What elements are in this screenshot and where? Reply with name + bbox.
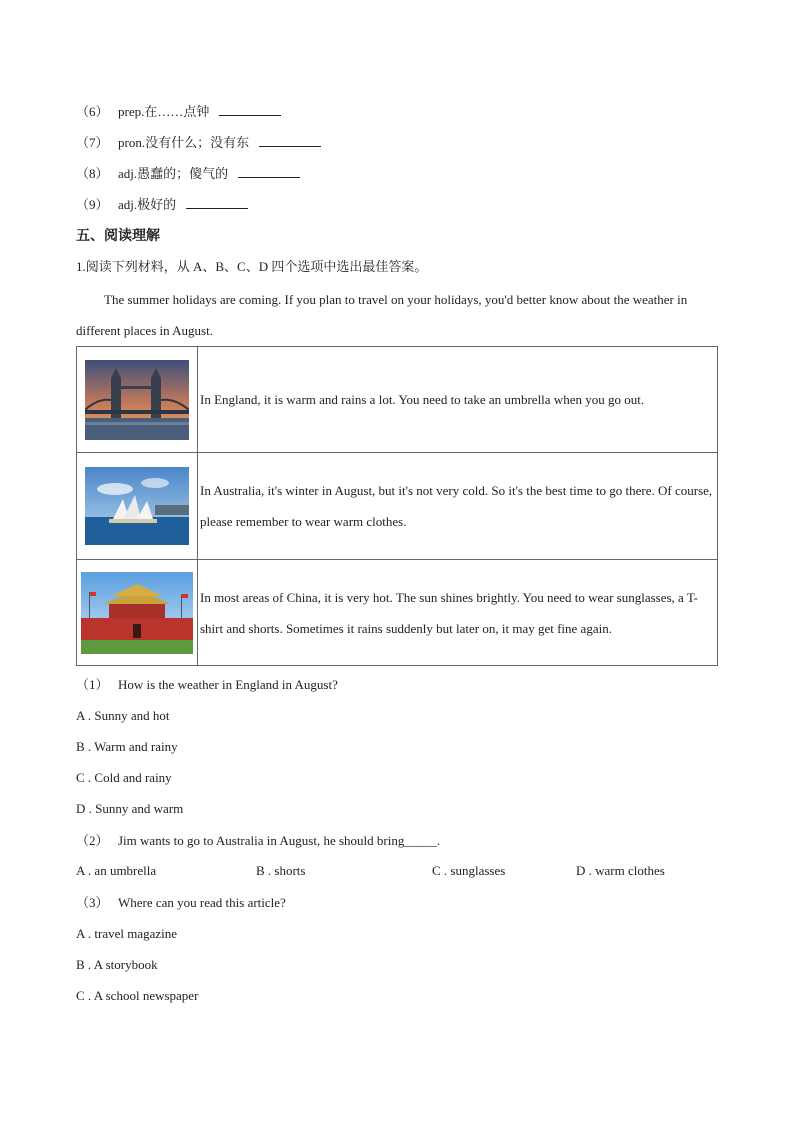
image-cell <box>77 347 198 453</box>
option[interactable]: C . Cold and rainy <box>76 770 172 785</box>
passage: The summer holidays are coming. If you plan to travel on your holidays, you'd better know about the weather in different places in August. <box>76 292 688 338</box>
option[interactable]: B . shorts <box>256 863 306 878</box>
image-cell <box>77 560 198 666</box>
question <box>76 894 286 912</box>
table-row <box>77 560 718 666</box>
option[interactable]: D . warm clothes <box>576 863 665 878</box>
tiananmen-photo <box>81 572 193 654</box>
option[interactable]: B . Warm and rainy <box>76 739 178 754</box>
answer-blank[interactable] <box>238 165 300 178</box>
option-row <box>76 863 716 881</box>
item-text: prep.在……点钟 <box>118 104 210 119</box>
image-cell <box>77 453 198 560</box>
question-number: （1） <box>76 677 109 692</box>
weather-table <box>76 346 718 666</box>
section-title: 五、阅读理解 <box>76 228 160 244</box>
table-row <box>77 347 718 453</box>
question-stem: How is the weather in England in August? <box>118 677 338 692</box>
item-number: （9） <box>76 197 109 212</box>
table-cell: In Australia, it's winter in August, but it's not very cold. So it's the best time to go there. Of course, please remember to wear warm clothes. <box>198 453 718 560</box>
table-row <box>77 453 718 560</box>
table-cell: In England, it is warm and rains a lot. You need to take an umbrella when you go out. <box>198 347 718 453</box>
vocab-item <box>76 165 300 183</box>
instruction: 1.阅读下列材料，从 A、B、C、D 四个选项中选出最佳答案。 <box>76 259 428 274</box>
question-stem: Jim wants to go to Australia in August, he should bring_____. <box>118 833 441 848</box>
option[interactable]: D . Sunny and warm <box>76 801 184 816</box>
item-text: adj.愚蠢的；傻气的 <box>118 166 229 181</box>
vocab-item <box>76 134 321 152</box>
option[interactable]: A . an umbrella <box>76 863 157 878</box>
vocab-item <box>76 103 281 121</box>
option[interactable]: C . sunglasses <box>432 863 506 878</box>
item-text: adj.极好的 <box>118 197 177 212</box>
tower-bridge-photo <box>85 360 189 440</box>
question <box>76 832 440 850</box>
item-number: （7） <box>76 135 109 150</box>
question-number: （2） <box>76 833 109 848</box>
vocab-item <box>76 196 248 214</box>
question-number: （3） <box>76 895 109 910</box>
item-text: pron.没有什么；没有东 <box>118 135 250 150</box>
answer-blank[interactable] <box>259 134 321 147</box>
answer-blank[interactable] <box>186 196 248 209</box>
question-stem: Where can you read this article? <box>118 895 286 910</box>
item-number: （6） <box>76 104 109 119</box>
option[interactable]: A . Sunny and hot <box>76 708 170 723</box>
sydney-opera-house-photo <box>85 467 189 545</box>
question <box>76 676 338 694</box>
item-number: （8） <box>76 166 109 181</box>
option[interactable]: B . A storybook <box>76 957 158 972</box>
option[interactable]: C . A school newspaper <box>76 988 199 1003</box>
option[interactable]: A . travel magazine <box>76 926 178 941</box>
answer-blank[interactable] <box>219 103 281 116</box>
table-cell: In most areas of China, it is very hot. The sun shines brightly. You need to wear sunglasses, a T-shirt and shorts. Sometimes it rains suddenly but later on, it may get fine again. <box>198 560 718 666</box>
